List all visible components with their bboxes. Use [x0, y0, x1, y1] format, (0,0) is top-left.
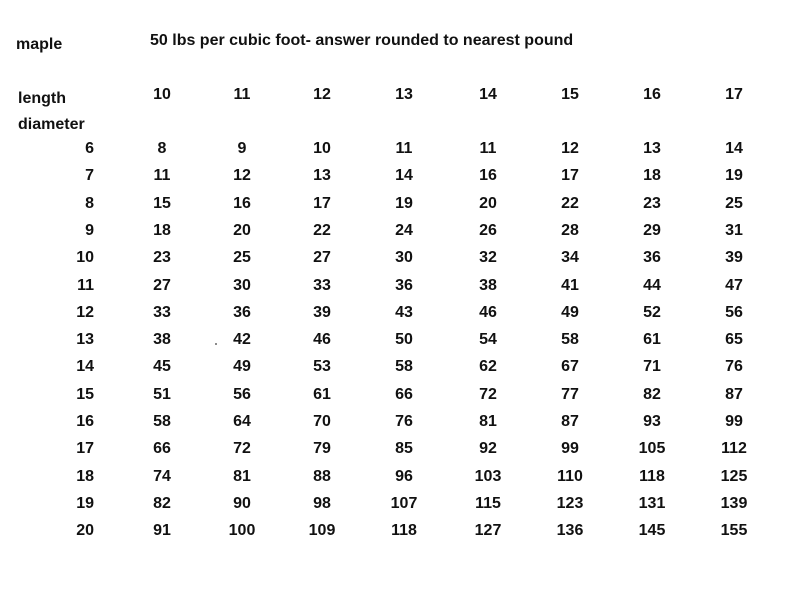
weight-cell: 39	[725, 249, 743, 267]
length-header-cell: 12	[313, 86, 331, 103]
diameter-cell: 10	[76, 249, 94, 267]
weight-cell: 30	[233, 276, 251, 294]
weight-cell: 109	[308, 522, 336, 540]
weight-cell: 112	[721, 440, 747, 458]
weight-cell: 22	[561, 194, 579, 212]
diameter-cell: 14	[76, 358, 94, 376]
weight-cell: 23	[153, 249, 171, 267]
weight-cell: 61	[313, 385, 331, 403]
weight-cell: 118	[639, 467, 665, 485]
weight-cell: 105	[638, 440, 666, 458]
weight-cell: 90	[233, 494, 251, 512]
weight-cell: 103	[474, 467, 502, 485]
weight-cell: 38	[479, 276, 497, 294]
weight-cell: 49	[233, 358, 251, 376]
length-header-cell: 15	[561, 86, 579, 103]
diameter-cell: 8	[85, 194, 94, 212]
weight-cell: 25	[725, 194, 743, 212]
weight-cell: 51	[153, 385, 171, 403]
weight-cell: 36	[395, 276, 413, 294]
weight-cell: 12	[561, 140, 579, 157]
weight-cell: 88	[313, 467, 331, 485]
weight-cell: 8	[157, 140, 167, 157]
weight-cell: 28	[561, 221, 579, 239]
weight-cell: 16	[233, 194, 251, 212]
weight-cell: 22	[313, 221, 331, 239]
weight-cell: 13	[313, 167, 331, 185]
diameter-cell: 18	[76, 467, 94, 485]
weight-cell: 11	[479, 140, 497, 157]
weight-cell: 11	[395, 140, 413, 157]
weight-cell: 66	[153, 440, 171, 458]
diameter-cell: 19	[76, 494, 94, 512]
weight-cell: 99	[561, 440, 579, 458]
length-header-cell: 10	[153, 86, 171, 103]
weight-cell: 76	[395, 413, 413, 430]
scan-speck	[215, 343, 217, 345]
weight-cell: 76	[725, 358, 743, 376]
weight-cell: 85	[395, 440, 413, 458]
weight-cell: 70	[313, 413, 331, 430]
weight-cell: 123	[556, 494, 584, 512]
diameter-cell: 11	[77, 276, 94, 294]
weight-cell: 18	[643, 167, 661, 185]
weight-cell: 34	[561, 249, 579, 267]
diameter-cell: 16	[76, 413, 94, 430]
weight-cell: 13	[643, 140, 661, 157]
weight-cell: 82	[643, 385, 661, 403]
weight-cell: 43	[395, 303, 413, 321]
diameter-cell: 12	[76, 303, 94, 321]
length-header-cell: 11	[233, 86, 251, 103]
weight-cell: 62	[479, 358, 497, 376]
diameter-cell: 20	[76, 522, 94, 540]
weight-cell: 27	[313, 249, 331, 267]
weight-cell: 139	[720, 494, 748, 512]
weight-cell: 110	[557, 467, 583, 485]
weight-cell: 41	[561, 276, 579, 294]
weight-cell: 32	[479, 249, 497, 267]
weight-cell: 46	[479, 303, 497, 321]
diameter-cell: 15	[76, 385, 94, 403]
weight-cell: 87	[561, 413, 579, 430]
weight-cell: 36	[643, 249, 661, 267]
weight-cell: 79	[313, 440, 331, 458]
weight-cell: 99	[725, 413, 743, 430]
weight-cell: 65	[725, 331, 743, 349]
weight-cell: 91	[153, 522, 171, 540]
length-header-cell: 17	[725, 86, 743, 103]
weight-cell: 61	[643, 331, 661, 349]
diameter-cell: 7	[85, 167, 94, 185]
weight-cell: 42	[233, 331, 251, 349]
weight-cell: 47	[725, 276, 743, 294]
weight-cell: 44	[643, 276, 661, 294]
diameter-cell: 13	[76, 331, 94, 349]
length-axis-label: length	[18, 90, 66, 107]
weight-cell: 27	[153, 276, 171, 294]
weight-cell: 136	[556, 522, 584, 540]
weight-cell: 17	[561, 167, 579, 185]
weight-cell: 19	[395, 194, 413, 212]
length-header-cell: 14	[479, 86, 497, 103]
weight-cell: 93	[643, 413, 661, 430]
weight-cell: 50	[395, 331, 413, 349]
weight-cell: 12	[233, 167, 251, 185]
weight-cell: 26	[479, 221, 497, 239]
weight-cell: 100	[228, 522, 256, 540]
weight-cell: 33	[313, 276, 331, 294]
weight-cell: 14	[725, 140, 743, 157]
weight-cell: 38	[153, 331, 171, 349]
weight-cell: 72	[479, 385, 497, 403]
weight-cell: 56	[725, 303, 743, 321]
weight-cell: 20	[233, 221, 251, 239]
weight-cell: 19	[725, 167, 743, 185]
weight-cell: 11	[153, 167, 171, 185]
weight-cell: 74	[153, 467, 171, 485]
weight-cell: 107	[390, 494, 418, 512]
weight-cell: 115	[475, 494, 501, 512]
diameter-axis-label: diameter	[18, 116, 85, 133]
weight-cell: 118	[391, 522, 417, 540]
weight-cell: 49	[561, 303, 579, 321]
weight-cell: 81	[233, 467, 251, 485]
weight-cell: 54	[479, 331, 497, 349]
weight-cell: 72	[233, 440, 251, 458]
weight-cell: 58	[561, 331, 579, 349]
weight-cell: 71	[643, 358, 661, 376]
weight-cell: 125	[720, 467, 748, 485]
weight-cell: 16	[479, 167, 497, 185]
weight-cell: 25	[233, 249, 251, 267]
weight-cell: 46	[313, 331, 331, 349]
weight-cell: 17	[313, 194, 331, 212]
weight-cell: 24	[395, 221, 413, 239]
weight-cell: 23	[643, 194, 661, 212]
species-label: maple	[16, 36, 63, 53]
weight-cell: 87	[725, 385, 743, 403]
weight-cell: 39	[313, 303, 331, 321]
weight-cell: 36	[233, 303, 251, 321]
weight-cell: 96	[395, 467, 413, 485]
diameter-cell: 6	[85, 140, 94, 157]
weight-cell: 14	[395, 167, 413, 185]
length-header-cell: 16	[643, 86, 661, 103]
weight-cell: 31	[725, 221, 743, 239]
weight-cell: 82	[153, 494, 171, 512]
weight-cell: 92	[479, 440, 497, 458]
weight-cell: 45	[153, 358, 171, 376]
weight-cell: 20	[479, 194, 497, 212]
weight-cell: 66	[395, 385, 413, 403]
weight-cell: 64	[233, 413, 251, 430]
weight-cell: 52	[643, 303, 661, 321]
weight-cell: 15	[153, 194, 171, 212]
weight-cell: 67	[561, 358, 579, 376]
diameter-cell: 17	[76, 440, 94, 458]
density-note: 50 lbs per cubic foot- answer rounded to nearest pound	[150, 32, 574, 49]
weight-cell: 58	[395, 358, 413, 376]
weight-cell: 33	[153, 303, 171, 321]
weight-cell: 98	[313, 494, 331, 512]
weight-cell: 18	[153, 221, 171, 239]
weight-cell: 53	[313, 358, 331, 376]
diameter-cell: 9	[85, 221, 94, 239]
weight-cell: 10	[313, 140, 331, 157]
weight-cell: 29	[643, 221, 661, 239]
weight-cell: 9	[237, 140, 247, 157]
weight-cell: 58	[153, 413, 171, 430]
weight-cell: 145	[638, 522, 666, 540]
weight-cell: 77	[561, 385, 579, 403]
weight-cell: 155	[720, 522, 748, 540]
weight-cell: 131	[638, 494, 666, 512]
length-header-cell: 13	[395, 86, 413, 103]
weight-cell: 81	[479, 413, 497, 430]
weight-cell: 30	[395, 249, 413, 267]
weight-cell: 127	[474, 522, 502, 540]
weight-cell: 56	[233, 385, 251, 403]
